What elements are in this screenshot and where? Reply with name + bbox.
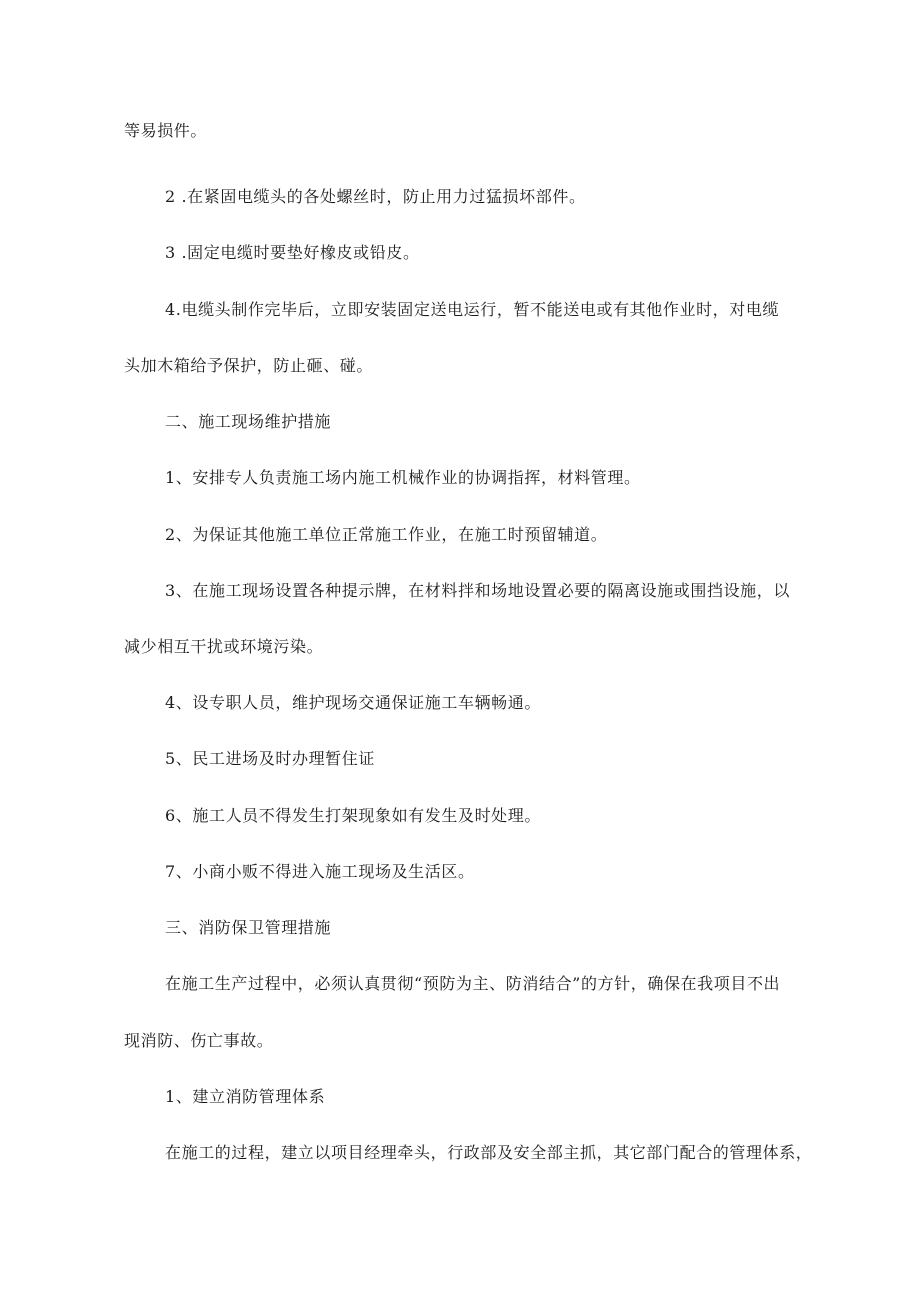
text-line-17: 现消防、伤亡事故。 — [124, 1031, 274, 1050]
section-heading-2: 二、施工现场维护措施 — [165, 412, 332, 431]
text-line-19: 在施工的过程，建立以项目经理牵头，行政部及安全部主抓，其它部门配合的管理体系， — [165, 1143, 813, 1162]
text-line-13: 6、施工人员不得发生打架现象如有发生及时处理。 — [165, 806, 541, 825]
text-line-18: 1、建立消防管理体系 — [165, 1087, 326, 1106]
text-line-5: 头加木箱给予保护，防止砸、碰。 — [124, 356, 374, 375]
text-line-3: 3 .固定电缆时要垫好橡皮或铅皮。 — [165, 243, 420, 262]
text-line-16: 在施工生产过程中，必须认真贯彻“预防为主、防消结合”的方针，确保在我项目不出 — [165, 974, 781, 993]
text-line-9: 3、在施工现场设置各种提示牌，在材料拌和场地设置必要的隔离设施或围挡设施，以 — [165, 581, 790, 600]
text-line-2: 2 .在紧固电缆头的各处螺丝时，防止用力过猛损坏部件。 — [165, 187, 586, 206]
text-line-4: 4.电缆头制作完毕后，立即安装固定送电运行，暂不能送电或有其他作业时，对电缆 — [165, 300, 780, 319]
section-heading-3: 三、消防保卫管理措施 — [165, 918, 332, 937]
text-line-14: 7、小商小贩不得进入施工现场及生活区。 — [165, 862, 475, 881]
text-line-1: 等易损件。 — [124, 121, 208, 140]
text-line-12: 5、民工进场及时办理暂住证 — [165, 749, 375, 768]
text-line-8: 2、为保证其他施工单位正常施工作业，在施工时预留辅道。 — [165, 525, 608, 544]
text-line-11: 4、设专职人员，维护现场交通保证施工车辆畅通。 — [165, 693, 541, 712]
text-line-10: 减少相互干扰或环境污染。 — [124, 637, 324, 656]
text-line-7: 1、安排专人负责施工场内施工机械作业的协调指挥，材料管理。 — [165, 468, 641, 487]
